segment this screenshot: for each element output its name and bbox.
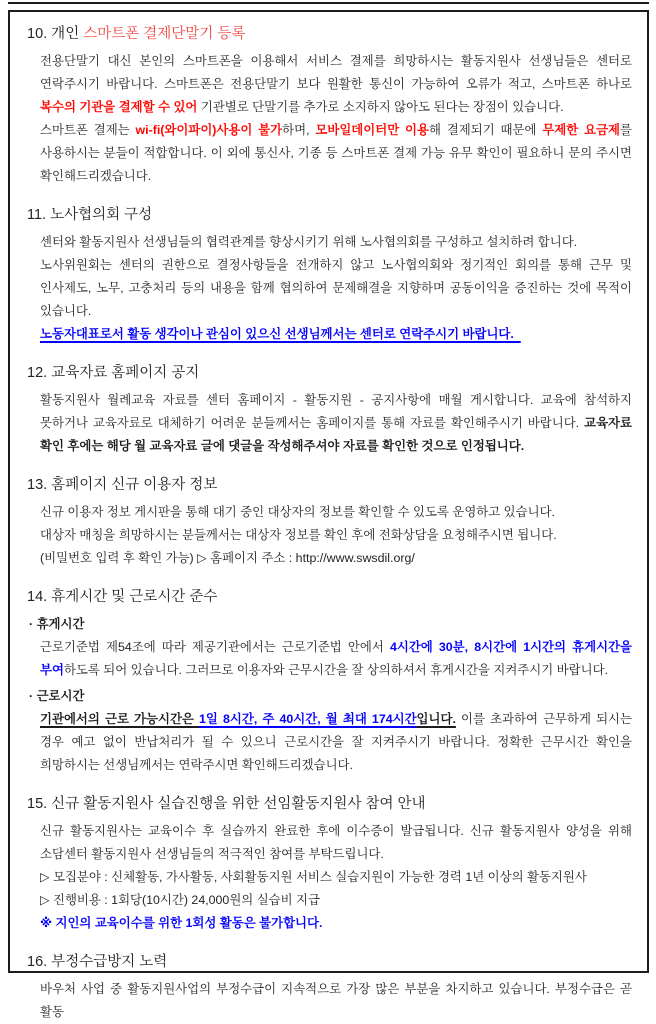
text-run: ▷ 모집분야 : 신체활동, 가사활동, 사회활동지원 서비스 실습지원이 가능한 경력 1년 이상의 활동지원사 — [40, 870, 587, 884]
paragraph — [40, 912, 632, 935]
text-run: 14. 휴게시간 및 근로시간 준수 — [27, 589, 218, 605]
text-run: 13. 홈페이지 신규 이용자 정보 — [27, 477, 218, 493]
text-run: 교육자료 확인 후에는 해당 월 교육자료 글에 댓글을 작성해주셔야 자료를 확인한 것으로 인정됩니다. — [40, 416, 632, 453]
text-run: 바우처 사업 중 활동지원사업의 부정수급이 지속적으로 가장 많은 부분을 차지하고 있습니다. 부정수급은 곧 활동 — [40, 982, 632, 1019]
text-run: (비밀번호 입력 후 확인 가능) ▷ 홈페이지 주소 : http://www.swsdil.org/ — [40, 551, 415, 565]
text-run: 1일 8시간, 주 40시간, 월 최대 174시간 — [199, 712, 417, 726]
text-run: 노동자대표로서 활동 생각이나 관심이 있으신 선생님께서는 센터로 연락주시기 바랍니다. — [40, 327, 521, 341]
text-run: 스마트폰 결제단말기 등록 — [83, 26, 246, 42]
section-13 — [27, 476, 632, 570]
paragraph — [40, 50, 632, 119]
text-run: 를 사용하시는 분들이 적합합니다. 이 외에 통신사, 기종 등 스마트폰 결제 가능 유무 확인이 필요하니 문의 주시면 확인해드리겠습니다. — [40, 123, 632, 183]
text-run: 하며, — [282, 123, 316, 137]
paragraph — [40, 636, 632, 682]
text-run: 기관별로 단말기를 추가로 소지하지 않아도 된다는 장점이 있습니다. — [197, 100, 564, 114]
text-run: 11. 노사협의회 구성 — [27, 207, 153, 223]
text-run: 노사위원회는 센터의 권한으로 결정사항들을 전개하지 않고 노사협의회와 정기적인 회의를 통해 근무 및 인사제도, 노무, 고충처리 등의 내용을 함께 협의하여 문제해결을 지향하며 공동이익을 증진하는 것에 목적이 있습니다. — [40, 258, 632, 318]
text-run: 이를 초과하여 근무하게 되시는 경우 예고 없이 반납처리가 될 수 있으니 근로시간을 잘 지켜주시기 바랍니다. 정확한 근무시간 확인을 희망하시는 선생님께서는 연락주시면 확인해드리겠습니다. — [40, 712, 632, 772]
paragraph — [40, 323, 632, 346]
text-run: 10. 개인 — [27, 26, 84, 42]
bullet-heading — [29, 613, 632, 636]
paragraph — [40, 978, 632, 1024]
paragraph — [40, 524, 632, 547]
text-run: 해 결제되기 때문에 — [428, 123, 543, 137]
bullet-heading — [29, 685, 632, 708]
paragraph — [40, 547, 632, 570]
section-title — [27, 953, 632, 972]
text-run: ▷ 진행비용 : 1회당(10시간) 24,000원의 실습비 지급 — [40, 893, 320, 907]
paragraph — [40, 708, 632, 777]
text-run: 전용단말기 대신 본인의 스마트폰을 이용해서 서비스 결제를 희망하시는 활동지원사 선생님들은 센터로 연락주시기 바랍니다. 스마트폰은 전용단말기 보다 원활한 통신이 가능하여 오류가 적고, 스마트폰 하나로 — [40, 54, 632, 91]
section-12 — [27, 364, 632, 458]
text-run: 하도록 되어 있습니다. 그러므로 이용자와 근무시간을 잘 상의하셔서 휴게시간을 지켜주시기 바랍니다. — [63, 663, 608, 677]
text-run: 4시간에 30분, 8시간에 1시간의 휴게시간을 부여 — [40, 640, 632, 677]
text-run: 입니다. — [416, 712, 456, 726]
text-run: 복수의 기관을 결제할 수 있어 — [40, 100, 198, 114]
text-run: 신규 활동지원사는 교육이수 후 실습까지 완료한 후에 이수증이 발급됩니다. 신규 활동지원사 양성을 위해 소담센터 활동지원사 선생님들의 적극적인 참여를 부탁드립니다. — [40, 824, 632, 861]
text-run: 15. 신규 활동지원사 실습진행을 위한 선임활동지원사 참여 안내 — [27, 796, 426, 812]
text-run: 기관에서의 근로 가능시간은 — [40, 712, 200, 726]
section-title — [27, 25, 632, 44]
section-15 — [27, 795, 632, 935]
paragraph — [40, 889, 632, 912]
paragraph — [40, 501, 632, 524]
section-title — [27, 795, 632, 814]
text-run: ※ 지인의 교육이수를 위한 1회성 활동은 불가합니다. — [40, 916, 323, 930]
section-title — [27, 364, 632, 383]
paragraph — [40, 254, 632, 323]
text-run: wi-fi(와이파이)사용이 불가 — [135, 123, 283, 137]
text-run: 12. 교육자료 홈페이지 공지 — [27, 365, 200, 381]
text-run: 활동지원사 월례교육 자료를 센터 홈페이지 - 활동지원 - 공지사항에 매월 게시합니다. 교육에 참석하지 못하거나 교육자료로 대체하기 어려운 분들께서는 홈페이지를 통해 자료를 확인해주시기 바랍니다. — [40, 393, 632, 430]
text-run: 대상자 매칭을 희망하시는 분들께서는 대상자 정보를 확인 후에 전화상담을 요청해주시면 됩니다. — [40, 528, 557, 542]
document-border-box — [8, 10, 649, 1019]
paragraph — [40, 389, 632, 458]
text-run: 16. 부정수급방지 노력 — [27, 954, 168, 970]
text-run: · 휴게시간 — [29, 617, 85, 631]
text-run: 모바일데이터만 이용 — [315, 123, 429, 137]
sections — [27, 25, 632, 1024]
section-title — [27, 588, 632, 607]
section-10 — [27, 25, 632, 188]
section-16 — [27, 953, 632, 1024]
section-title — [27, 476, 632, 495]
text-run: 센터와 활동지원사 선생님들의 협력관계를 향상시키기 위해 노사협의회를 구성하고 설치하려 합니다. — [40, 235, 578, 249]
paragraph — [40, 820, 632, 866]
paragraph — [40, 866, 632, 889]
paragraph — [40, 231, 632, 254]
section-11 — [27, 206, 632, 346]
section-title — [27, 206, 632, 225]
text-run: 무제한 요금제 — [542, 123, 621, 137]
section-14 — [27, 588, 632, 777]
text-run: 스마트폰 결제는 — [40, 123, 136, 137]
text-run: 신규 이용자 정보 게시판을 통해 대기 중인 대상자의 정보를 확인할 수 있도록 운영하고 있습니다. — [40, 505, 555, 519]
paragraph — [40, 119, 632, 188]
text-run: · 근로시간 — [29, 689, 85, 703]
text-run: 근로기준법 제54조에 따라 제공기관에서는 근로기준법 안에서 — [40, 640, 390, 654]
previous-box-bottom-rule — [8, 2, 649, 4]
